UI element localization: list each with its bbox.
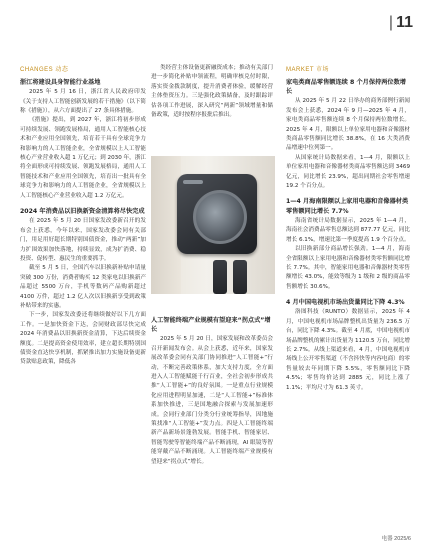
paragraph: 《措施》提出，到 2027 年，浙江将初步形成可持续发展、领跑发展格局，通用人工智能核心技术和产业应用全国领先，培育若干具有全球竞争力和影响力的人工智能企业，全省规模以上人工智能核心产业营业收入超 1 万亿元；到 2030 年，浙江将全面形成可持续发展、领跑发展格局，通用人工智能技术和产业应用全国领先，培育出一批具有全球竞争力和影响力的人工智能企业，全省规模以上人工智能核心产业营业收入超 1.2 万亿元。	[20, 117, 146, 199]
stand-leg	[213, 260, 227, 294]
page-number: | 11	[388, 14, 413, 31]
article-heading: 人工智能终端产业规模有望迎来“拐点式”增长	[151, 317, 271, 334]
article-heading: 1—4 月海南限额以上家用电器和音像器材类零售额同比增长 7.7%	[286, 198, 409, 215]
right-column	[286, 78, 410, 393]
middle-column-bottom	[151, 316, 273, 467]
washer-door	[193, 190, 247, 244]
article-heading: 浙江将建设具身智能行业基地	[20, 79, 101, 86]
section-label-market: MARKET 市场	[286, 67, 330, 73]
article-heading: 2024 年消费品以旧换新资金清算将尽快完成	[20, 208, 145, 216]
paragraph: 2025 年 5 月 20 日，国家发展和改革委员会召开新闻发布会。从会上获悉，近年来，国家发展改革委会同有关部门协同推进“人工智能+”行动，不断完善政策体系，加大支持力度，全方面进入人工智能赋能千行百业，全社会初步形成共推“人工智能+”的良好氛围。一是重点行业规模化应用进程明显加速，二是“人工智能+”标准体系加快推进，三是国地融合探索与发展加速形成。会同行业部门分类分行业统筹指导，因地施策找准“人工智能+”发力点。四是人工智能终端新产品新场景蓬勃发展。智能手机、智能家居、智能驾驶等智能终端产品不断涌现，AI 眼镜等智能穿戴产品不断涌现。人工智能终端产业规模有望迎来“拐点式”增长。	[151, 336, 273, 465]
paragraph: 类经营主体设备更新融资成本；推动有关部门进一步简化补贴申领流程，明确审核兑付时限，落实资金拨款制度，提升消费者体验，缓解经营主体垫资压力。三是强化政策储备，及时跟踪评估各项工作进展，深入研究“两新”领域增量和储备政策，适时按程序报批后推出。	[151, 65, 273, 119]
paragraph: 从国家统计局数据来看，1—4 月，限额以上单位家用电器和音像器材类商品零售额达到 3469 亿元，同比增长 23.9%，超出同期社会零售增速 19.2 个百分点。	[286, 154, 410, 190]
paragraph: 下一步，国家发改委还将继续做好以下几方面工作。一是加快资金下达，会同财政部尽快完成 2024 年消费品以旧换新资金清算，下达后续资金额度。二是提高资金使用效率，建立超长期特别国债资金直达快享机制，抓紧推出加力实施设备更新贷款贴息政策，降低各	[20, 312, 146, 366]
page-footer: 电器 2025/6	[381, 536, 411, 542]
stand-leg	[233, 260, 247, 294]
paragraph: 2025 年 5 月 16 日，浙江省人民政府印发《关于支持人工智能创新发展的若干措施》（以下简称《措施》），从六方面提出了 27 条具体措施。	[20, 89, 146, 115]
section-label-changes: CHANGES 动态	[20, 67, 69, 73]
paragraph: 从 2025 年 5 月 22 日举办的商务部例行新闻发布会上获悉，2024 年 9 月—2025 年 4 月，家电类商品零售额连续 8 个月保持两位数增长。2025 年 4 月，限额以上单位家用电器和音像器材类商品零售额同比增长 38.8%，在 16 大类消费品增速中位列第一。	[286, 98, 410, 152]
paragraph: 海南省统计局数据显示，2025 年 1—4 月，海南社会消费品零售总额达到 877.77 亿元，同比增长 6.1%，增速比第一季度提高 1.9 个百分点。	[286, 217, 410, 243]
control-panel	[183, 180, 203, 184]
paragraph: 在 2025 年 5 月 20 日国家发改委新召开的发布会上获悉，今年以来，国家发改委会同有关部门，用足用好超长期特别国债资金，推动“两新”加力扩围效果加快落地，持续显效，成为扩消费、稳投资、促转型、惠民生的重要抓手。	[20, 218, 146, 262]
washing-machine	[177, 174, 257, 254]
washing-machine-photo	[151, 156, 275, 294]
article-heading: 4 月中国电视机市场出货量同比下降 4.3%	[286, 299, 405, 307]
paragraph: 截至 5 月 5 日，全国汽车以旧换新补贴申请量突破 300 万份，消费者购买 12 类家电以旧换新产品超过 5500 万台，手机等数码产品购新超过 4100 万件，超过 1.2 亿人次以旧换新享受到政策补贴带来的实惠。	[20, 265, 146, 309]
article-heading: 家电类商品零售额连续 8 个月保持两位数增长	[286, 79, 406, 96]
middle-column-top	[151, 64, 273, 120]
paragraph: 以旧换新部分商品增长强劲。1—4 月，海南全省限额以上家用电器和音像器材类零售额同比增长 7.7%。其中，智能家用电器和音像器材类零售额增长 43.0%，能效等级为 1 级和 2 级的商品零售额增长 30.6%。	[286, 246, 410, 290]
paragraph: 洛图科技（RUNTO）数据显示，2025 年 4 月，中国电视机市场品牌整机出货量为 236.5 万台，同比下降 4.3%。截至 4 月底，中国电视机市场品牌整机的累计出货量为 1120.5 万台，同比增长 2.7%。从线上渠道来看，4 月，中国电视机市场线上公开零售渠道（不含抖快等内容电商）的零售量较去年同期下降 5.5%，零售额同比下降 4.5%；零售均价达到 2885 元，同比上涨了 1.1%；平均尺寸为 61.3 英寸。	[286, 309, 410, 391]
left-column	[20, 78, 146, 368]
